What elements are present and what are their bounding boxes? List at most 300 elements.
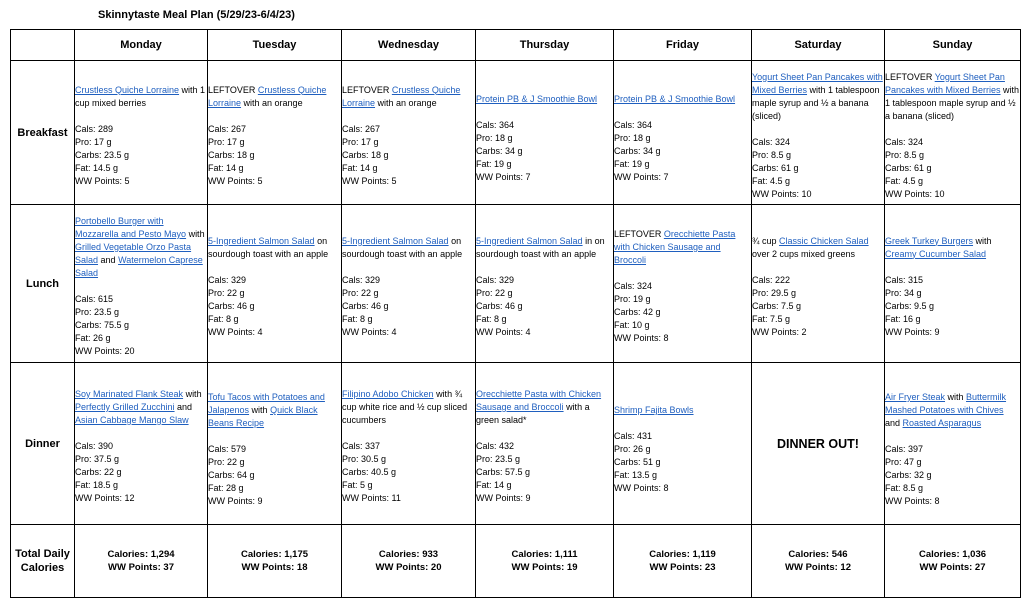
nutrition-line-fat bbox=[208, 313, 341, 326]
meal-description bbox=[208, 235, 341, 261]
nutrition-line-pro bbox=[208, 287, 341, 300]
nutrition-line-fat bbox=[75, 332, 207, 345]
meal-text: with a green salad* bbox=[476, 402, 590, 425]
day-header: Wednesday bbox=[342, 30, 476, 61]
meal-description bbox=[614, 404, 751, 417]
nutrition-value: 26 g bbox=[633, 444, 651, 454]
nutrition-label: Carbs: bbox=[885, 470, 912, 480]
total-value: 18 bbox=[296, 562, 308, 573]
nutrition-value: 9 bbox=[257, 496, 263, 506]
meal-description bbox=[342, 235, 475, 261]
nutrition-label: Cals: bbox=[476, 441, 497, 451]
day-header: Monday bbox=[75, 30, 208, 61]
nutrition-label: Carbs: bbox=[75, 320, 102, 330]
nutrition-value: 615 bbox=[98, 294, 114, 304]
nutrition-line-cals bbox=[885, 443, 1020, 456]
nutrition-line-carbs bbox=[342, 466, 475, 479]
nutrition-info bbox=[614, 119, 751, 184]
recipe-link[interactable]: 5-Ingredient Salmon Salad bbox=[476, 235, 583, 246]
nutrition-value: 64 g bbox=[237, 470, 255, 480]
totals-cell bbox=[75, 525, 208, 598]
recipe-link[interactable]: Creamy Cucumber Salad bbox=[885, 248, 987, 259]
nutrition-label: Fat: bbox=[614, 470, 630, 480]
nutrition-label: WW Points: bbox=[75, 493, 123, 503]
nutrition-line-pro bbox=[208, 456, 341, 469]
recipe-link[interactable]: Perfectly Grilled Zucchini bbox=[75, 402, 175, 412]
meal-cell bbox=[342, 363, 476, 525]
nutrition-label: Pro: bbox=[208, 287, 225, 298]
nutrition-value: 37.5 g bbox=[94, 454, 120, 464]
nutrition-info bbox=[614, 280, 751, 345]
recipe-link[interactable]: 5-Ingredient Salmon Salad bbox=[208, 235, 315, 246]
nutrition-label: WW Points: bbox=[208, 326, 256, 337]
nutrition-value: 8 bbox=[663, 483, 669, 493]
nutrition-label: WW Points: bbox=[208, 496, 256, 506]
nutrition-value: 19 g bbox=[494, 159, 512, 169]
nutrition-info bbox=[752, 136, 884, 201]
nutrition-line-ww bbox=[614, 332, 751, 345]
nutrition-label: Pro: bbox=[75, 307, 92, 317]
nutrition-line-carbs bbox=[476, 300, 613, 313]
total-calories bbox=[614, 548, 751, 561]
nutrition-label: WW Points: bbox=[614, 333, 662, 343]
nutrition-line-fat bbox=[885, 175, 1020, 188]
totals-row bbox=[11, 525, 1021, 598]
nutrition-label: Pro: bbox=[614, 133, 631, 143]
total-label: WW Points: bbox=[649, 562, 703, 573]
recipe-link[interactable]: Greek Turkey Burgers bbox=[885, 235, 974, 246]
nutrition-label: WW Points: bbox=[885, 326, 933, 337]
recipe-link[interactable]: Portobello Burger with Mozzarella and Pesto Mayo bbox=[75, 216, 187, 239]
nutrition-info bbox=[885, 274, 1020, 339]
nutrition-line-pro bbox=[885, 149, 1020, 162]
nutrition-line-cals bbox=[75, 440, 207, 453]
total-label: Calories: bbox=[107, 549, 149, 560]
day-header: Thursday bbox=[476, 30, 614, 61]
meal-cell bbox=[614, 61, 752, 205]
nutrition-value: 17 g bbox=[361, 136, 379, 147]
meal-cell bbox=[752, 61, 885, 205]
nutrition-value: 46 g bbox=[237, 300, 255, 311]
nutrition-value: 23.5 g bbox=[104, 149, 130, 160]
nutrition-line-pro bbox=[476, 132, 613, 145]
meal-text: on sourdough toast with an apple bbox=[342, 235, 463, 259]
nutrition-label: Cals: bbox=[885, 136, 906, 147]
recipe-link[interactable]: 5-Ingredient Salmon Salad bbox=[342, 235, 449, 246]
nutrition-value: 8 bbox=[663, 333, 669, 343]
total-value: 1,036 bbox=[962, 549, 987, 560]
recipe-link[interactable]: Yogurt Sheet Pan Pancakes with Mixed Berries bbox=[885, 71, 1005, 95]
nutrition-line-cals bbox=[614, 119, 751, 132]
nutrition-line-cals bbox=[342, 274, 475, 287]
total-ww-points bbox=[75, 561, 207, 574]
recipe-link[interactable]: Asian Cabbage Mango Slaw bbox=[75, 415, 189, 425]
nutrition-value: 75.5 g bbox=[104, 320, 130, 330]
total-ww-points bbox=[208, 561, 341, 574]
total-calories bbox=[476, 548, 613, 561]
page-title: Skinnytaste Meal Plan (5/29/23-6/4/23) bbox=[98, 9, 295, 21]
nutrition-line-pro bbox=[75, 306, 207, 319]
recipe-link[interactable]: Roasted Asparagus bbox=[902, 418, 982, 428]
nutrition-line-fat bbox=[75, 479, 207, 492]
nutrition-line-fat bbox=[476, 158, 613, 171]
nutrition-value: 19 g bbox=[632, 159, 650, 169]
meal-text: with 1 tablespoon maple syrup and ½ a banana (sliced) bbox=[752, 84, 880, 121]
meal-cell bbox=[342, 205, 476, 363]
nutrition-info bbox=[75, 123, 207, 188]
meal-cell bbox=[614, 205, 752, 363]
nutrition-line-fat bbox=[476, 313, 613, 326]
recipe-link[interactable]: Filipino Adobo Chicken bbox=[342, 389, 434, 399]
nutrition-info bbox=[614, 430, 751, 495]
nutrition-label: Pro: bbox=[476, 133, 493, 143]
nutrition-info bbox=[476, 274, 613, 339]
meal-text: with an orange bbox=[375, 97, 437, 108]
meal-text: with bbox=[973, 235, 992, 246]
recipe-link[interactable]: Watermelon Caprese Salad bbox=[75, 255, 203, 278]
recipe-link[interactable]: Buttermilk Mashed Potatoes with Chives bbox=[885, 392, 1007, 415]
recipe-link[interactable]: Air Fryer Steak bbox=[885, 392, 946, 402]
nutrition-label: Fat: bbox=[614, 159, 630, 169]
nutrition-label: Pro: bbox=[342, 287, 359, 298]
nutrition-value: 20 bbox=[124, 346, 135, 356]
nutrition-value: 40.5 g bbox=[371, 467, 397, 477]
meal-cell bbox=[208, 363, 342, 525]
day-header: Friday bbox=[614, 30, 752, 61]
total-label: Calories: bbox=[918, 549, 960, 560]
recipe-link[interactable]: Crustless Quiche Lorraine bbox=[75, 84, 180, 95]
meal-text: LEFTOVER bbox=[885, 71, 935, 82]
nutrition-line-pro bbox=[342, 287, 475, 300]
nutrition-line-cals bbox=[208, 443, 341, 456]
nutrition-label: Fat: bbox=[752, 175, 768, 186]
meal-cell bbox=[476, 363, 614, 525]
nutrition-value: 51 g bbox=[643, 457, 661, 467]
nutrition-info bbox=[208, 443, 341, 508]
nutrition-line-cals bbox=[752, 274, 884, 287]
nutrition-label: Pro: bbox=[476, 287, 493, 298]
nutrition-label: WW Points: bbox=[342, 493, 390, 503]
nutrition-value: 267 bbox=[231, 123, 247, 134]
totals-cell bbox=[752, 525, 885, 598]
nutrition-label: Pro: bbox=[476, 454, 493, 464]
nutrition-line-ww bbox=[885, 326, 1020, 339]
meal-cell bbox=[476, 205, 614, 363]
nutrition-label: Pro: bbox=[208, 136, 225, 147]
total-value: 1,119 bbox=[692, 549, 716, 560]
nutrition-line-cals bbox=[614, 430, 751, 443]
nutrition-value: 329 bbox=[365, 274, 381, 285]
nutrition-value: 7 bbox=[525, 172, 531, 182]
nutrition-label: WW Points: bbox=[752, 326, 800, 337]
nutrition-label: WW Points: bbox=[614, 483, 662, 493]
nutrition-value: 289 bbox=[98, 123, 114, 134]
recipe-link[interactable]: Tofu Tacos with Potatoes and Jalapenos bbox=[208, 392, 325, 415]
meal-description bbox=[342, 388, 475, 427]
meal-cell bbox=[885, 61, 1021, 205]
nutrition-label: Fat: bbox=[885, 483, 901, 493]
total-value: 19 bbox=[566, 562, 578, 573]
breakfast-row bbox=[11, 61, 1021, 205]
meal-cell bbox=[75, 363, 208, 525]
total-value: 37 bbox=[163, 562, 174, 573]
meal-cell bbox=[476, 61, 614, 205]
meal-text: and bbox=[174, 402, 193, 412]
nutrition-value: 329 bbox=[231, 274, 247, 285]
nutrition-value: 7.5 g bbox=[781, 300, 802, 311]
nutrition-line-pro bbox=[614, 443, 751, 456]
nutrition-value: 8 bbox=[934, 496, 940, 506]
nutrition-line-fat bbox=[342, 162, 475, 175]
nutrition-value: 16 g bbox=[903, 313, 921, 324]
meal-text: in on sourdough toast with an apple bbox=[476, 235, 605, 259]
nutrition-line-pro bbox=[476, 287, 613, 300]
nutrition-value: 47 g bbox=[904, 457, 922, 467]
nutrition-label: Fat: bbox=[75, 480, 91, 490]
nutrition-line-carbs bbox=[75, 319, 207, 332]
nutrition-value: 57.5 g bbox=[505, 467, 531, 477]
nutrition-value: 4 bbox=[525, 326, 531, 337]
meal-text: on sourdough toast with an apple bbox=[208, 235, 329, 259]
nutrition-line-pro bbox=[342, 453, 475, 466]
nutrition-info bbox=[885, 443, 1020, 508]
nutrition-info bbox=[476, 440, 613, 505]
nutrition-value: 9 bbox=[934, 326, 940, 337]
nutrition-line-carbs bbox=[885, 469, 1020, 482]
nutrition-line-cals bbox=[75, 123, 207, 136]
nutrition-value: 4 bbox=[257, 326, 263, 337]
nutrition-label: Cals: bbox=[752, 274, 773, 285]
nutrition-label: WW Points: bbox=[885, 188, 933, 199]
nutrition-value: 315 bbox=[908, 274, 924, 285]
nutrition-label: WW Points: bbox=[342, 175, 390, 186]
meal-cell bbox=[885, 205, 1021, 363]
nutrition-label: Pro: bbox=[752, 149, 769, 160]
meal-text: and bbox=[885, 418, 903, 428]
recipe-link[interactable]: Grilled Vegetable Orzo Pasta Salad bbox=[75, 242, 192, 265]
nutrition-line-pro bbox=[614, 293, 751, 306]
nutrition-value: 30.5 g bbox=[361, 454, 387, 464]
nutrition-value: 14 g bbox=[494, 480, 512, 490]
nutrition-value: 337 bbox=[365, 441, 381, 451]
total-value: 1,294 bbox=[150, 549, 175, 560]
nutrition-value: 329 bbox=[499, 274, 515, 285]
nutrition-value: 28 g bbox=[226, 483, 244, 493]
nutrition-line-ww bbox=[476, 171, 613, 184]
nutrition-value: 579 bbox=[231, 444, 247, 454]
nutrition-value: 42 g bbox=[643, 307, 661, 317]
nutrition-line-fat bbox=[885, 482, 1020, 495]
nutrition-line-ww bbox=[208, 495, 341, 508]
nutrition-label: Carbs: bbox=[208, 470, 235, 480]
nutrition-value: 8 g bbox=[494, 313, 507, 324]
nutrition-line-ww bbox=[342, 492, 475, 505]
nutrition-label: Carbs: bbox=[342, 149, 369, 160]
dinner-row bbox=[11, 363, 1021, 525]
meal-description bbox=[614, 228, 751, 267]
nutrition-line-pro bbox=[476, 453, 613, 466]
nutrition-info bbox=[208, 123, 341, 188]
meal-text: ¾ cup bbox=[752, 235, 780, 246]
nutrition-value: 23.5 g bbox=[495, 454, 521, 464]
nutrition-value: 29.5 g bbox=[771, 287, 797, 298]
nutrition-line-cals bbox=[614, 280, 751, 293]
totals-cell bbox=[614, 525, 752, 598]
nutrition-line-cals bbox=[208, 123, 341, 136]
nutrition-value: 324 bbox=[908, 136, 924, 147]
nutrition-label: Carbs: bbox=[614, 307, 641, 317]
nutrition-value: 18 g bbox=[495, 133, 513, 143]
meal-description bbox=[885, 235, 1020, 261]
total-value: 1,111 bbox=[554, 549, 578, 560]
recipe-link[interactable]: Orecchiette Pasta with Chicken Sausage and Broccoli bbox=[476, 389, 602, 412]
nutrition-label: Fat: bbox=[208, 313, 224, 324]
nutrition-label: Fat: bbox=[342, 480, 358, 490]
total-calories bbox=[208, 548, 341, 561]
nutrition-label: Fat: bbox=[342, 162, 358, 173]
nutrition-label: WW Points: bbox=[752, 188, 800, 199]
nutrition-label: WW Points: bbox=[208, 175, 256, 186]
nutrition-value: 34 g bbox=[643, 146, 661, 156]
nutrition-value: 5 bbox=[391, 175, 397, 186]
meal-cell bbox=[75, 205, 208, 363]
nutrition-value: 5 bbox=[257, 175, 263, 186]
nutrition-line-fat bbox=[342, 479, 475, 492]
recipe-link[interactable]: Crustless Quiche Lorraine bbox=[208, 84, 327, 108]
recipe-link[interactable]: Protein PB & J Smoothie Bowl bbox=[614, 94, 736, 104]
total-label: Calories: bbox=[240, 549, 282, 560]
total-label: WW Points: bbox=[375, 562, 429, 573]
nutrition-value: 4.5 g bbox=[770, 175, 791, 186]
nutrition-label: Fat: bbox=[885, 313, 901, 324]
recipe-link[interactable]: Yogurt Sheet Pan Pancakes with Mixed Berries bbox=[752, 71, 883, 95]
day-header: Sunday bbox=[885, 30, 1021, 61]
nutrition-label: WW Points: bbox=[614, 172, 662, 182]
nutrition-line-pro bbox=[75, 136, 207, 149]
nutrition-label: Pro: bbox=[342, 136, 359, 147]
nutrition-label: Fat: bbox=[342, 313, 358, 324]
nutrition-info bbox=[476, 119, 613, 184]
nutrition-value: 7.5 g bbox=[770, 313, 791, 324]
recipe-link[interactable]: Shrimp Fajita Bowls bbox=[614, 405, 694, 415]
nutrition-value: 18 g bbox=[237, 149, 255, 160]
meal-cell bbox=[75, 61, 208, 205]
nutrition-value: 13.5 g bbox=[632, 470, 658, 480]
nutrition-line-pro bbox=[752, 149, 884, 162]
nutrition-line-fat bbox=[614, 469, 751, 482]
nutrition-value: 10 bbox=[934, 188, 945, 199]
recipe-link[interactable]: Orecchiette Pasta with Chicken Sausage and Broccoli bbox=[614, 229, 736, 265]
nutrition-label: Carbs: bbox=[614, 457, 641, 467]
meal-description bbox=[342, 84, 475, 110]
nutrition-value: 61 g bbox=[781, 162, 799, 173]
nutrition-label: Fat: bbox=[752, 313, 768, 324]
nutrition-value: 4 bbox=[391, 326, 397, 337]
nutrition-line-carbs bbox=[885, 162, 1020, 175]
nutrition-label: Pro: bbox=[75, 454, 92, 464]
day-header: Saturday bbox=[752, 30, 885, 61]
nutrition-line-carbs bbox=[614, 145, 751, 158]
meal-description bbox=[208, 84, 341, 110]
row-label-dinner: Dinner bbox=[11, 363, 75, 525]
nutrition-value: 46 g bbox=[371, 300, 389, 311]
nutrition-label: Cals: bbox=[885, 444, 906, 454]
nutrition-line-carbs bbox=[75, 466, 207, 479]
nutrition-label: Cals: bbox=[342, 123, 363, 134]
recipe-link[interactable]: Quick Black Beans Recipe bbox=[208, 405, 318, 428]
nutrition-label: Cals: bbox=[476, 274, 497, 285]
total-calories bbox=[342, 548, 475, 561]
nutrition-value: 222 bbox=[775, 274, 791, 285]
nutrition-value: 9 bbox=[525, 493, 531, 503]
nutrition-value: 61 g bbox=[914, 162, 932, 173]
nutrition-value: 34 g bbox=[505, 146, 523, 156]
nutrition-value: 10 g bbox=[632, 320, 650, 330]
nutrition-value: 8.5 g bbox=[771, 149, 792, 160]
nutrition-value: 22 g bbox=[227, 287, 245, 298]
total-ww-points bbox=[342, 561, 475, 574]
nutrition-value: 8.5 g bbox=[903, 483, 924, 493]
nutrition-line-carbs bbox=[476, 145, 613, 158]
totals-cell bbox=[885, 525, 1021, 598]
nutrition-value: 32 g bbox=[914, 470, 932, 480]
recipe-link[interactable]: Classic Chicken Salad bbox=[779, 235, 869, 246]
meal-text: over 2 cups mixed greens bbox=[752, 248, 856, 259]
total-value: 1,175 bbox=[284, 549, 309, 560]
nutrition-info bbox=[342, 123, 475, 188]
nutrition-label: WW Points: bbox=[476, 326, 524, 337]
nutrition-line-cals bbox=[342, 123, 475, 136]
total-ww-points bbox=[614, 561, 751, 574]
recipe-link[interactable]: Soy Marinated Flank Steak bbox=[75, 389, 184, 399]
nutrition-label: Cals: bbox=[476, 120, 497, 130]
row-label-totals: Total Daily Calories bbox=[11, 525, 75, 598]
nutrition-label: Carbs: bbox=[614, 146, 641, 156]
nutrition-line-cals bbox=[752, 136, 884, 149]
meal-description bbox=[752, 71, 884, 123]
nutrition-value: 5 g bbox=[360, 480, 373, 490]
nutrition-value: 14 g bbox=[226, 162, 244, 173]
total-value: 546 bbox=[831, 549, 848, 560]
recipe-link[interactable]: Protein PB & J Smoothie Bowl bbox=[476, 94, 598, 104]
nutrition-label: Pro: bbox=[885, 149, 902, 160]
total-value: 20 bbox=[430, 562, 442, 573]
nutrition-value: 324 bbox=[775, 136, 791, 147]
nutrition-label: Pro: bbox=[614, 444, 631, 454]
meal-text: LEFTOVER bbox=[342, 84, 392, 95]
nutrition-line-pro bbox=[75, 453, 207, 466]
total-label: WW Points: bbox=[785, 562, 838, 573]
nutrition-line-cals bbox=[208, 274, 341, 287]
recipe-link[interactable]: Crustless Quiche Lorraine bbox=[342, 84, 461, 108]
total-value: 23 bbox=[704, 562, 716, 573]
total-label: WW Points: bbox=[919, 562, 973, 573]
nutrition-line-cals bbox=[342, 440, 475, 453]
nutrition-label: WW Points: bbox=[75, 346, 123, 356]
nutrition-line-cals bbox=[476, 440, 613, 453]
nutrition-label: Cals: bbox=[752, 136, 773, 147]
meal-cell bbox=[885, 363, 1021, 525]
nutrition-line-ww bbox=[75, 175, 207, 188]
total-label: Calories: bbox=[511, 549, 553, 560]
nutrition-line-ww bbox=[752, 188, 884, 201]
nutrition-label: Fat: bbox=[208, 483, 224, 493]
nutrition-label: Fat: bbox=[208, 162, 224, 173]
nutrition-label: Fat: bbox=[75, 333, 91, 343]
nutrition-value: 5 bbox=[124, 175, 130, 186]
nutrition-label: Pro: bbox=[342, 454, 359, 464]
nutrition-info bbox=[752, 274, 884, 339]
